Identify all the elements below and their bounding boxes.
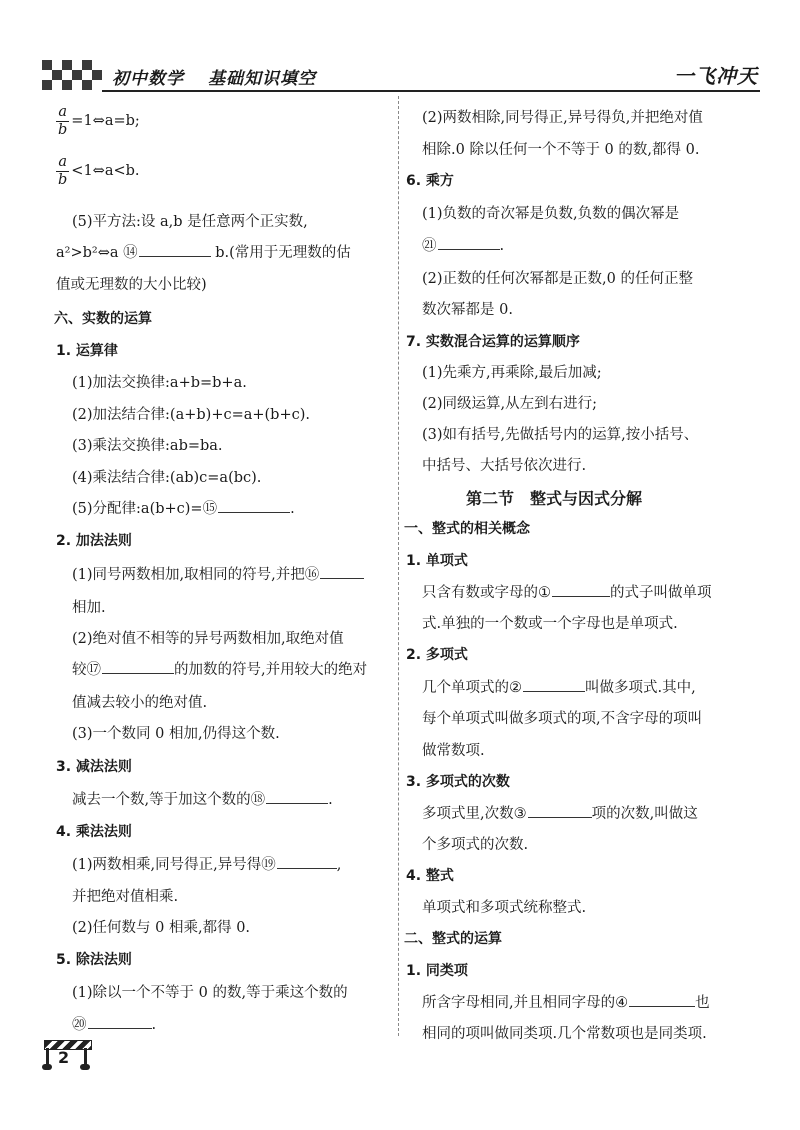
section-heading: 一、整式的相关概念 [404, 521, 530, 537]
blank-number: ② [509, 680, 522, 696]
text-line: 值或无理数的大小比较) [56, 277, 207, 293]
text-line: (2)绝对值不相等的异号两数相加,取绝对值 [72, 631, 344, 647]
text-line: (4)乘法结合律:(ab)c=a(bc). [72, 470, 262, 486]
text-line: 相加. [72, 600, 106, 616]
text-line: 每个单项式叫做多项式的项,不含字母的项叫 [422, 711, 703, 727]
fill-blank[interactable] [277, 854, 337, 869]
text-line: (5)分配律:a(b+c)=⑮ . [72, 497, 295, 518]
header-topic: 基础知识填空 [208, 69, 316, 89]
page-number: 2 [58, 1048, 70, 1067]
subsection-heading: 1. 运算律 [56, 343, 118, 359]
blank-number: ⑱ [250, 792, 266, 808]
blank-number: ⑲ [261, 857, 276, 873]
fill-blank[interactable] [102, 659, 174, 674]
text-line: (5)平方法:设 a,b 是任意两个正实数, [72, 214, 308, 230]
section-heading: 六、实数的运算 [54, 311, 152, 327]
subsection-heading: 2. 加法法则 [56, 533, 132, 549]
checker-logo [42, 60, 104, 90]
text-line: 相同的项叫做同类项.几个常数项也是同类项. [422, 1026, 707, 1042]
fill-blank[interactable] [266, 789, 328, 804]
page-header [42, 60, 760, 92]
left-column [56, 96, 392, 1036]
fill-blank[interactable] [88, 1014, 152, 1029]
text-line: (1)负数的奇次幂是负数,负数的偶次幂是 [422, 206, 680, 222]
fill-blank[interactable] [218, 498, 290, 513]
fill-blank[interactable] [320, 564, 364, 579]
blank-number: ① [538, 585, 551, 601]
blank-number: ⑳ [72, 1017, 87, 1033]
text-line: 式.单独的一个数或一个字母也是单项式. [422, 616, 678, 632]
fraction-eq-line: $\frac{a}{b}$ =1⇔a=b; [58, 104, 140, 138]
text-line: (2)正数的任何次幂都是正数,0 的任何正整 [422, 271, 693, 287]
fill-blank[interactable] [139, 242, 211, 257]
subsection-heading: 1. 同类项 [406, 963, 468, 979]
text-line: 中括号、大括号依次进行. [422, 458, 587, 474]
header-rule [102, 90, 760, 92]
text-line: (1)除以一个不等于 0 的数,等于乘这个数的 [72, 985, 348, 1001]
text-line: a²>b²⇔a ⑭ b.(常用于无理数的估 [56, 241, 351, 262]
text-line: 多项式里,次数③ 项的次数,叫做这 [422, 802, 698, 823]
text-line: (2)同级运算,从左到右进行; [422, 396, 598, 412]
text-line: 几个单项式的② 叫做多项式.其中, [422, 676, 696, 697]
text-line: 做常数项. [422, 743, 485, 759]
text-line: 并把绝对值相乘. [72, 889, 179, 905]
section-title: 第二节 整式与因式分解 [466, 489, 643, 508]
text-line: 个多项式的次数. [422, 837, 529, 853]
subsection-heading: 4. 乘法法则 [56, 824, 132, 840]
text-line: 只含有数或字母的① 的式子叫做单项 [422, 581, 712, 602]
fill-blank[interactable] [438, 235, 500, 250]
subsection-heading: 5. 除法法则 [56, 952, 132, 968]
page-number-badge [40, 1040, 100, 1076]
text-line: 所含字母相同,并且相同字母的④ 也 [422, 991, 710, 1012]
subsection-heading: 4. 整式 [406, 868, 454, 884]
text-line: (3)一个数同 0 相加,仍得这个数. [72, 726, 280, 742]
text-line: 值减去较小的绝对值. [72, 695, 208, 711]
text-line: (3)乘法交换律:ab=ba. [72, 438, 223, 454]
text-line: (1)先乘方,再乘除,最后加减; [422, 365, 602, 381]
text-line: (2)任何数与 0 相乘,都得 0. [72, 920, 251, 936]
fill-blank[interactable] [629, 992, 695, 1007]
text-line: (1)同号两数相加,取相同的符号,并把⑯ [72, 563, 364, 584]
brand-logo: 一飞冲天 [674, 64, 758, 88]
section-heading: 二、整式的运算 [404, 931, 502, 947]
blank-number: ⑮ [202, 501, 218, 517]
blank-number: ㉑ [422, 238, 437, 254]
header-title [112, 64, 316, 89]
column-divider [398, 96, 399, 1036]
blank-number: ⑯ [304, 567, 320, 583]
text-line: 单项式和多项式统称整式. [422, 900, 587, 916]
fraction: $\frac{a}{b}$ [58, 154, 68, 188]
fill-blank[interactable] [523, 677, 585, 692]
text-line: 较⑰ 的加数的符号,并用较大的绝对 [72, 658, 367, 679]
text-line: (2)两数相除,同号得正,异号得负,并把绝对值 [422, 110, 703, 126]
subsection-heading: 2. 多项式 [406, 647, 468, 663]
fill-blank[interactable] [552, 582, 610, 597]
text-line: (1)加法交换律:a+b=b+a. [72, 375, 247, 391]
text-line: 减去一个数,等于加这个数的⑱ . [72, 788, 333, 809]
blank-number: ④ [615, 995, 629, 1011]
text-line: 相除.0 除以任何一个不等于 0 的数,都得 0. [422, 142, 700, 158]
blank-number: ⑰ [86, 662, 101, 678]
blank-number: ⑭ [123, 245, 138, 261]
right-column [404, 96, 756, 1042]
text-line: (1)两数相乘,同号得正,异号得⑲ , [72, 853, 341, 874]
text-line: 数次幂都是 0. [422, 302, 513, 318]
text-line: ㉑ . [422, 234, 504, 255]
subsection-heading: 1. 单项式 [406, 553, 468, 569]
subsection-heading: 6. 乘方 [406, 173, 454, 189]
fraction: $\frac{a}{b}$ [58, 104, 68, 138]
text-line: ⑳ . [72, 1013, 156, 1034]
header-subject: 初中数学 [112, 69, 184, 89]
text-line: (2)加法结合律:(a+b)+c=a+(b+c). [72, 407, 311, 423]
blank-number: ③ [513, 806, 527, 822]
subsection-heading: 3. 多项式的次数 [406, 774, 510, 790]
subsection-heading: 3. 减法法则 [56, 759, 132, 775]
fill-blank[interactable] [528, 803, 592, 818]
text-line: (3)如有括号,先做括号内的运算,按小括号、 [422, 427, 699, 443]
fraction-lt-line: $\frac{a}{b}$ <1⇔a<b. [58, 154, 140, 188]
subsection-heading: 7. 实数混合运算的运算顺序 [406, 334, 580, 350]
